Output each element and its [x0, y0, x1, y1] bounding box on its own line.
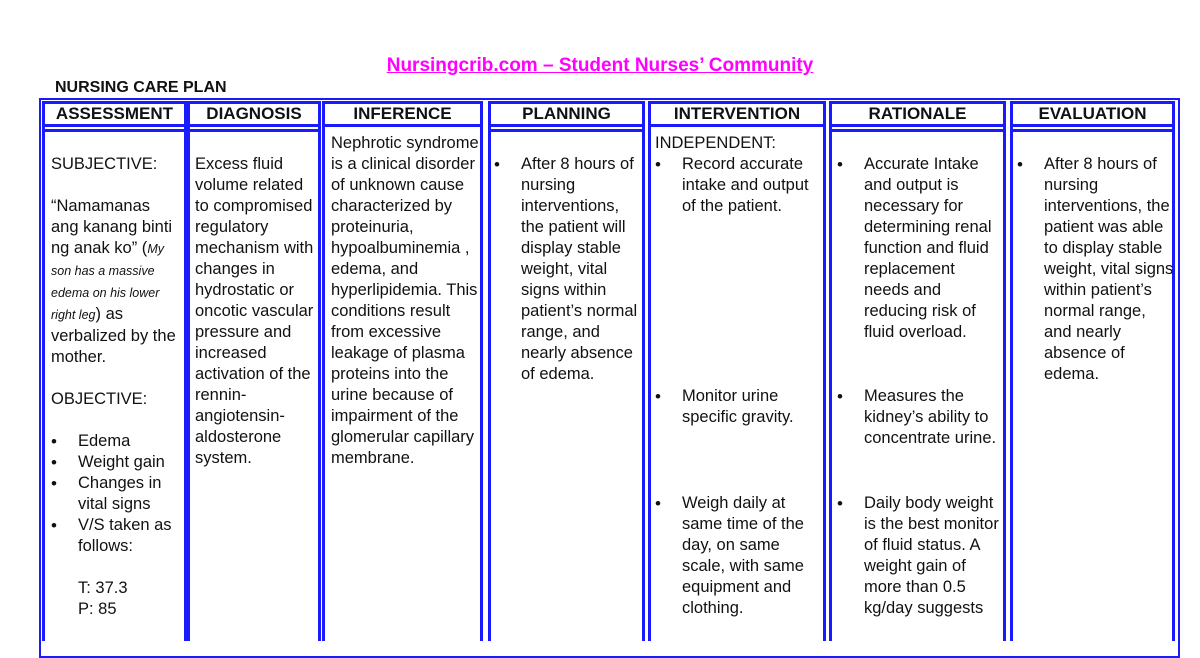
planning-list — [494, 154, 642, 385]
list-item: • After 8 hours of nursing interventions, the patient will display stable weight, vital signs within patient’s normal range, and nearly absence of edema. — [494, 154, 642, 385]
inference-text: Nephrotic syndrome is a clinical disorder of unknown cause characterized by proteinuria, hypoalbuminemia , edema, and hyperlipidemia. This conditions result from excessive leakage of plasma proteins into the urine because of impairment of the glomerular capillary membrane. — [331, 134, 479, 467]
evaluation-cell — [1017, 133, 1174, 385]
vital-pulse: P: 85 — [78, 600, 117, 618]
independent-label: INDEPENDENT: — [655, 134, 777, 152]
list-item: • Changes in vital signs — [51, 473, 181, 515]
quote-end: ) as verbalized by the mother. — [51, 305, 176, 366]
objective-label: OBJECTIVE: — [51, 390, 148, 408]
list-item: • Monitor urine specific gravity. — [655, 386, 823, 493]
diagnosis-cell — [195, 133, 315, 469]
list-item: • V/S taken as follows: — [51, 515, 181, 557]
header-rule — [42, 129, 187, 132]
list-item: • Accurate Intake and output is necessary for determining renal function and fluid replacement needs and reducing risk of fluid overload. — [837, 154, 1003, 386]
site-title-link[interactable]: Nursingcrib.com – Student Nurses’ Community — [386, 55, 814, 76]
header-rationale: RATIONALE — [829, 101, 1006, 127]
intervention-list — [655, 154, 823, 619]
header-rule — [1010, 129, 1175, 132]
header-rule — [187, 129, 321, 132]
header-rule — [829, 129, 1006, 132]
list-item: • Weigh daily at same time of the day, on same scale, with same equipment and clothing. — [655, 493, 823, 619]
header-inference: INFERENCE — [322, 101, 483, 127]
list-item: • Daily body weight is the best monitor of fluid status. A weight gain of more than 0.5 kg/day suggests — [837, 493, 1003, 619]
vital-temp: T: 37.3 — [78, 579, 128, 597]
plan-title: NURSING CARE PLAN — [55, 79, 227, 96]
header-intervention: INTERVENTION — [648, 101, 826, 127]
intervention-cell — [655, 133, 823, 619]
inference-cell — [331, 133, 481, 469]
subjective-quote — [51, 196, 181, 368]
list-item: • Measures the kidney’s ability to concentrate urine. — [837, 386, 1003, 493]
header-planning: PLANNING — [488, 101, 645, 127]
header-assessment: ASSESSMENT — [42, 101, 187, 127]
objective-list — [51, 431, 181, 557]
quote-translation: My son has a massive edema on his lower right leg — [51, 242, 164, 322]
list-item: • Weight gain — [51, 452, 181, 473]
assessment-cell — [51, 133, 181, 620]
rationale-cell — [837, 133, 1003, 619]
list-item: • After 8 hours of nursing interventions, the patient was able to display stable weight, vital signs within patient’s normal range, and nearly absence of edema. — [1017, 154, 1174, 385]
header-evaluation: EVALUATION — [1010, 101, 1175, 127]
header-diagnosis: DIAGNOSIS — [187, 101, 321, 127]
header-rule — [488, 129, 645, 132]
evaluation-list — [1017, 154, 1174, 385]
quote-start: “Namamanas ang kanang binti ng anak ko” ( — [51, 197, 173, 257]
rationale-list — [837, 154, 1003, 619]
list-item: • Record accurate intake and output of the patient. — [655, 154, 823, 386]
subjective-label: SUBJECTIVE: — [51, 155, 158, 173]
diagnosis-text: Excess fluid volume related to compromised regulatory mechanism with changes in hydrostatic or oncotic vascular pressure and increased activation of the rennin-angiotensin-aldosterone system. — [195, 155, 314, 467]
planning-cell — [494, 133, 642, 385]
list-item: • Edema — [51, 431, 181, 452]
